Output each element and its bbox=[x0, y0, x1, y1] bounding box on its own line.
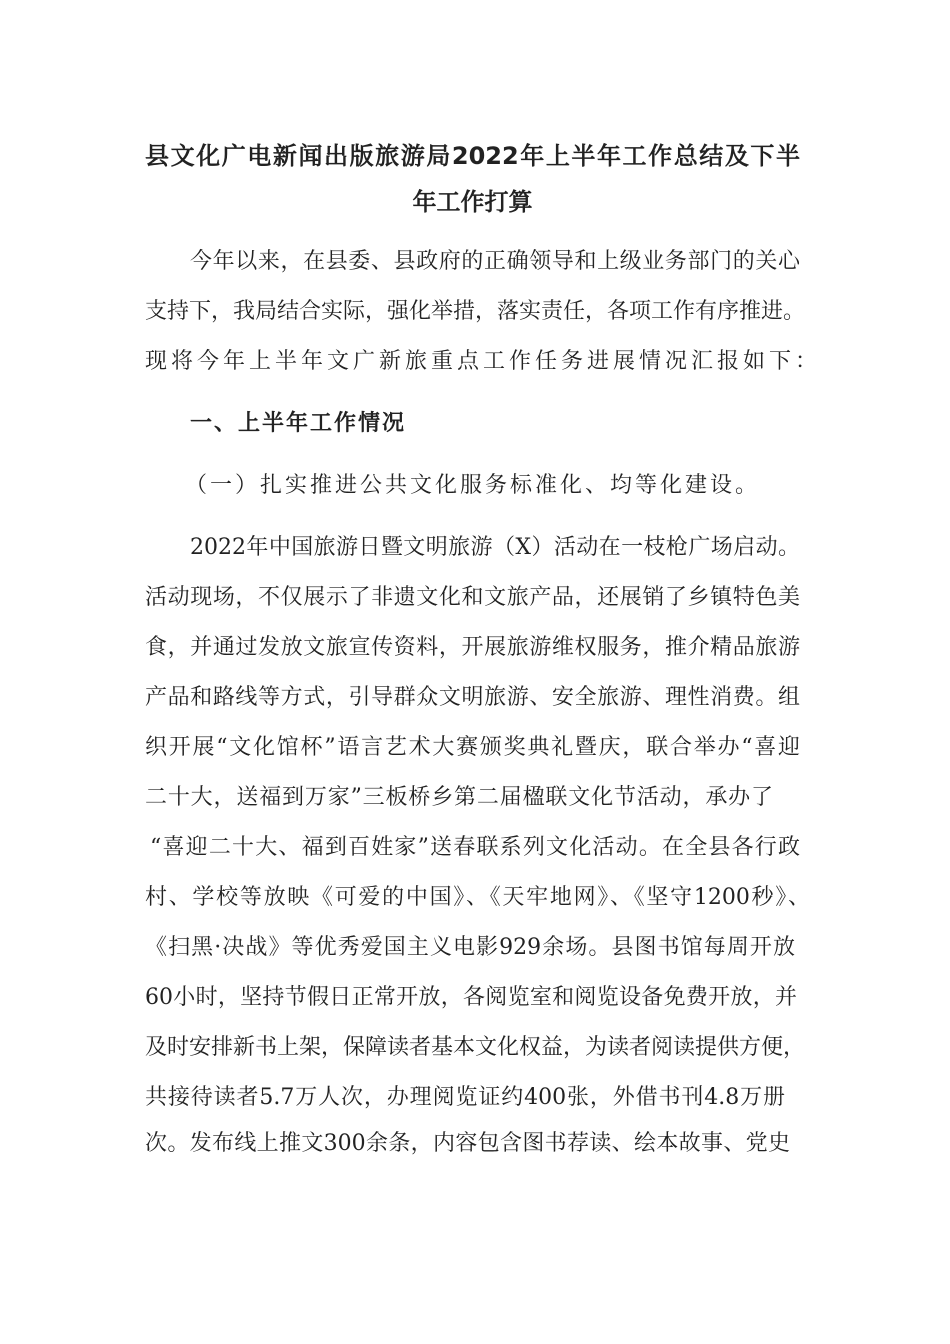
paragraph-line: 《扫黑·决战》等优秀爱国主义电影929余场。县图书馆每周开放 bbox=[145, 935, 795, 960]
paragraph-line: 食，并通过发放文旅宣传资料，开展旅游维权服务，推介精品旅游 bbox=[145, 635, 800, 660]
intro-line: 现将今年上半年文广新旅重点工作任务进展情况汇报如下： bbox=[145, 349, 822, 374]
document-title-line-1: 县文化广电新闻出版旅游局2022年上半年工作总结及下半 bbox=[145, 142, 800, 170]
paragraph-line: 活动现场，不仅展示了非遗文化和文旅产品，还展销了乡镇特色美 bbox=[145, 585, 800, 610]
paragraph-line: 织开展“文化馆杯”语言艺术大赛颁奖典礼暨庆，联合举办“喜迎 bbox=[145, 735, 800, 760]
section-heading: 一、上半年工作情况 bbox=[190, 411, 407, 436]
paragraph-line: 村、学校等放映《可爱的中国》、《天牢地网》、《坚守1200秒》、 bbox=[145, 885, 810, 910]
document-title-line-2: 年工作打算 bbox=[412, 188, 533, 216]
paragraph-line: 产品和路线等方式，引导群众文明旅游、安全旅游、理性消费。组 bbox=[145, 685, 800, 710]
subsection-heading: （一）扎实推进公共文化服务标准化、均等化建设。 bbox=[185, 473, 761, 498]
intro-line: 支持下，我局结合实际，强化举措，落实责任，各项工作有序推进。 bbox=[145, 299, 806, 324]
paragraph-line: 2022年中国旅游日暨文明旅游（X）活动在一枝枪广场启动。 bbox=[190, 535, 800, 560]
paragraph-line: 二十大，送福到万家”三板桥乡第二届楹联文化节活动，承办了 bbox=[145, 785, 773, 810]
paragraph-line: “喜迎二十大、福到百姓家”送春联系列文化活动。在全县各行政 bbox=[150, 835, 800, 860]
paragraph-line: 次。发布线上推文300余条，内容包含图书荐读、绘本故事、党史 bbox=[145, 1131, 790, 1156]
intro-line: 今年以来，在县委、县政府的正确领导和上级业务部门的关心 bbox=[190, 249, 800, 274]
paragraph-line: 及时安排新书上架，保障读者基本文化权益，为读者阅读提供方便， bbox=[145, 1035, 806, 1060]
paragraph-line: 共接待读者5.7万人次，办理阅览证约400张，外借书刊4.8万册 bbox=[145, 1085, 785, 1110]
paragraph-line: 60小时，坚持节假日正常开放，各阅览室和阅览设备免费开放，并 bbox=[145, 985, 797, 1010]
